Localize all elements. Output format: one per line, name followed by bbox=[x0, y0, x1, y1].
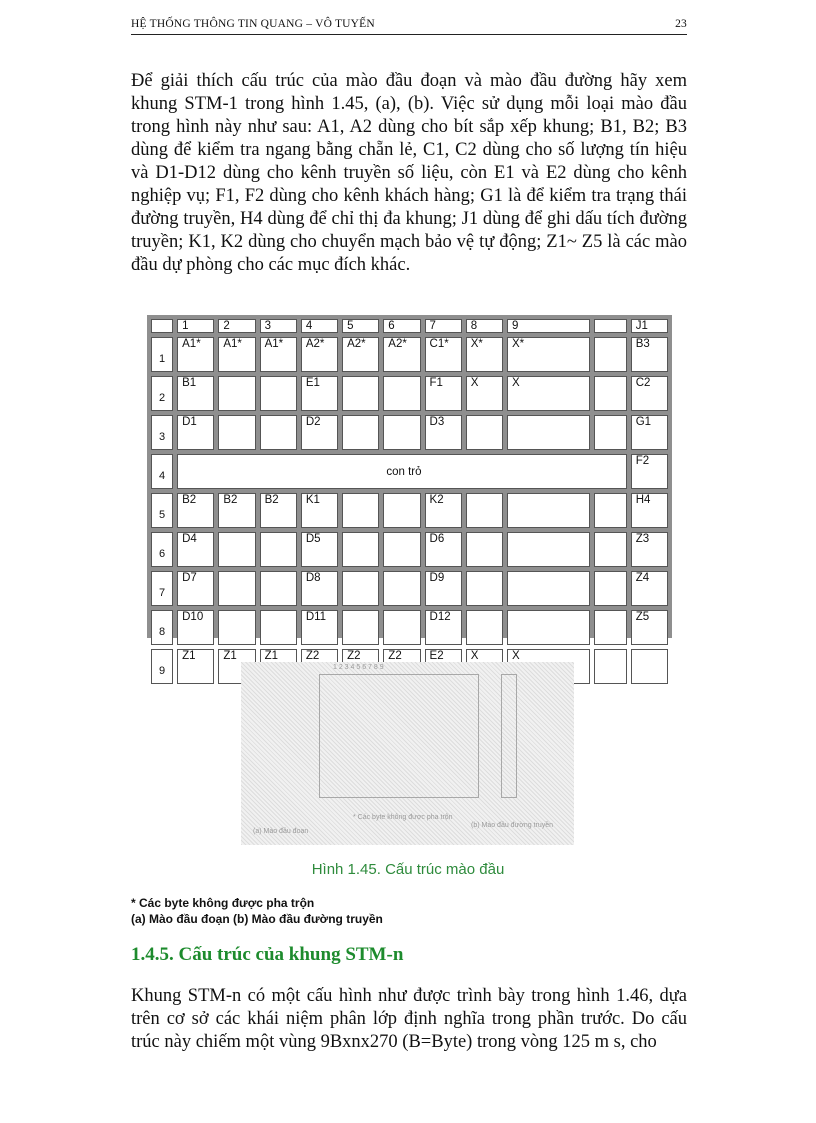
table-cell bbox=[260, 415, 297, 450]
table-cell bbox=[218, 571, 255, 606]
table-cell bbox=[383, 571, 420, 606]
table-cell bbox=[383, 493, 420, 528]
table-cell bbox=[260, 610, 297, 645]
table-cell bbox=[507, 571, 590, 606]
table-cell: 8 bbox=[466, 319, 503, 333]
row-number: 2 bbox=[151, 376, 173, 411]
row-number: 8 bbox=[151, 610, 173, 645]
table-cell bbox=[218, 415, 255, 450]
table-cell bbox=[594, 532, 627, 567]
row-number: 5 bbox=[151, 493, 173, 528]
table-cell: B2 bbox=[177, 493, 214, 528]
table-cell: X bbox=[466, 376, 503, 411]
overhead-table-figure bbox=[147, 315, 672, 677]
table-cell: D3 bbox=[425, 415, 462, 450]
table-cell: Z1 bbox=[218, 649, 255, 684]
table-cell: D8 bbox=[301, 571, 338, 606]
table-cell: B1 bbox=[177, 376, 214, 411]
row-number: 7 bbox=[151, 571, 173, 606]
table-cell bbox=[507, 532, 590, 567]
table-cell bbox=[383, 610, 420, 645]
table-cell bbox=[594, 376, 627, 411]
table-cell bbox=[594, 337, 627, 372]
table-cell bbox=[342, 571, 379, 606]
table-cell: C1* bbox=[425, 337, 462, 372]
table-cell: K1 bbox=[301, 493, 338, 528]
table-row bbox=[151, 610, 668, 645]
table-cell bbox=[218, 610, 255, 645]
table-cell bbox=[151, 319, 173, 333]
table-cell bbox=[342, 376, 379, 411]
table-cell: Z3 bbox=[631, 532, 668, 567]
table-cell: 2 bbox=[218, 319, 255, 333]
table-cell bbox=[383, 532, 420, 567]
table-cell bbox=[260, 376, 297, 411]
table-cell bbox=[342, 610, 379, 645]
table-cell bbox=[594, 493, 627, 528]
table-cell bbox=[260, 532, 297, 567]
table-cell: A1* bbox=[177, 337, 214, 372]
figure-caption: Hình 1.45. Cấu trúc mào đầu bbox=[311, 861, 505, 878]
body-paragraph: Khung STM-n có một cấu hình như được trình bày trong hình 1.46, dựa trên cơ sở các khái niệm phân lớp định nghĩa trong phần trước. Do cấu trúc này chiếm một vùng 9Bxnx270 (B=Byte) trong vòng 125 m s, cho bbox=[131, 986, 687, 1052]
table-cell bbox=[594, 649, 627, 684]
table-cell: E2 bbox=[425, 649, 462, 684]
table-cell bbox=[594, 610, 627, 645]
table-row bbox=[151, 493, 668, 528]
table-cell: D4 bbox=[177, 532, 214, 567]
pointer-cell: con trỏ bbox=[177, 454, 627, 489]
table-cell: X bbox=[507, 649, 590, 684]
page-header bbox=[131, 14, 687, 35]
table-cell: A2* bbox=[301, 337, 338, 372]
table-cell: D6 bbox=[425, 532, 462, 567]
header-title: HỆ THỐNG THÔNG TIN QUANG – VÔ TUYẾN bbox=[131, 18, 375, 30]
table-cell: A2* bbox=[383, 337, 420, 372]
scanned-section-overhead-grid bbox=[319, 674, 479, 798]
table-cell: 6 bbox=[383, 319, 420, 333]
overhead-table bbox=[147, 315, 672, 688]
table-cell bbox=[466, 415, 503, 450]
row-number: 6 bbox=[151, 532, 173, 567]
intro-paragraph: Để giải thích cấu trúc của mào đầu đoạn và mào đầu đường hãy xem khung STM-1 trong hình 1.45, (a), (b). Việc sử dụng mỗi loại mào đầu trong hình này như sau: A1, A2 dùng cho bít sắp xếp khung; B1, B2; B3 dùng để kiểm tra ngang bằng chẵn lẻ, C1, C2 dùng cho số lượng tín hiệu và D1-D12 dùng cho kênh truyền số liệu, còn E1 và E2 dùng cho kênh nghiệp vụ; F1, F2 dùng cho kênh khách hàng; G1 là để kiểm tra trạng thái đường truyền, H4 dùng để chỉ thị đa khung; J1 dùng để ghi dấu tích đường truyền; K1, K2 dùng cho chuyển mạch bảo vệ tự động; Z1~ Z5 là các mào đầu dự phòng cho các mục đích khác. bbox=[131, 71, 687, 275]
table-cell: D9 bbox=[425, 571, 462, 606]
table-row bbox=[151, 571, 668, 606]
table-cell bbox=[466, 610, 503, 645]
table-cell bbox=[594, 415, 627, 450]
table-cell bbox=[594, 571, 627, 606]
table-row bbox=[151, 532, 668, 567]
table-cell: E1 bbox=[301, 376, 338, 411]
row-number: 3 bbox=[151, 415, 173, 450]
table-cell: X* bbox=[507, 337, 590, 372]
table-row bbox=[151, 376, 668, 411]
table-cell: A1* bbox=[260, 337, 297, 372]
row-number: 4 bbox=[151, 454, 173, 489]
scan-label-a: (a) Mào đầu đoạn bbox=[253, 828, 309, 835]
table-cell: 7 bbox=[425, 319, 462, 333]
table-cell: F1 bbox=[425, 376, 462, 411]
scan-label-b: (b) Mào đầu đường truyền bbox=[471, 822, 554, 829]
table-cell: 4 bbox=[301, 319, 338, 333]
table-cell: D5 bbox=[301, 532, 338, 567]
table-cell bbox=[507, 493, 590, 528]
table-cell: X bbox=[466, 649, 503, 684]
table-cell bbox=[383, 376, 420, 411]
table-cell bbox=[466, 571, 503, 606]
table-cell: B3 bbox=[631, 337, 668, 372]
table-cell: 1 bbox=[177, 319, 214, 333]
scan-column-numbers: 1 2 3 4 5 6 7 8 9 bbox=[333, 664, 384, 671]
table-cell: Z2 bbox=[383, 649, 420, 684]
table-cell: D7 bbox=[177, 571, 214, 606]
table-cell: F2 bbox=[631, 454, 668, 489]
table-cell: D12 bbox=[425, 610, 462, 645]
table-cell: 3 bbox=[260, 319, 297, 333]
table-cell: Z1 bbox=[177, 649, 214, 684]
table-cell: D1 bbox=[177, 415, 214, 450]
table-cell: D2 bbox=[301, 415, 338, 450]
table-cell: 9 bbox=[507, 319, 590, 333]
table-row-pointer bbox=[151, 454, 668, 489]
table-cell bbox=[631, 649, 668, 684]
table-cell: B2 bbox=[218, 493, 255, 528]
table-cell bbox=[260, 571, 297, 606]
row-number: 1 bbox=[151, 337, 173, 372]
table-cell: D11 bbox=[301, 610, 338, 645]
table-cell bbox=[342, 532, 379, 567]
table-row bbox=[151, 415, 668, 450]
table-cell bbox=[466, 493, 503, 528]
table-cell: G1 bbox=[631, 415, 668, 450]
table-cell bbox=[342, 493, 379, 528]
figure-note-1: * Các byte không được pha trộn bbox=[131, 896, 315, 910]
table-cell: K2 bbox=[425, 493, 462, 528]
table-row bbox=[151, 337, 668, 372]
table-cell bbox=[594, 319, 627, 333]
table-cell: X* bbox=[466, 337, 503, 372]
table-cell: D10 bbox=[177, 610, 214, 645]
table-cell: H4 bbox=[631, 493, 668, 528]
scanned-path-overhead-column bbox=[501, 674, 517, 798]
table-cell: A1* bbox=[218, 337, 255, 372]
table-header-row bbox=[151, 319, 668, 333]
table-cell: Z1 bbox=[260, 649, 297, 684]
table-cell: 5 bbox=[342, 319, 379, 333]
page-number: 23 bbox=[675, 18, 687, 30]
scan-note: * Các byte không được pha trộn bbox=[353, 814, 453, 821]
table-cell bbox=[383, 415, 420, 450]
table-cell bbox=[507, 415, 590, 450]
row-number: 9 bbox=[151, 649, 173, 684]
table-cell: Z2 bbox=[301, 649, 338, 684]
table-cell: Z5 bbox=[631, 610, 668, 645]
table-cell bbox=[218, 532, 255, 567]
table-cell bbox=[218, 376, 255, 411]
table-cell: Z2 bbox=[342, 649, 379, 684]
section-heading: 1.4.5. Cấu trúc của khung STM-n bbox=[131, 944, 404, 965]
scanned-overhead-figure bbox=[241, 662, 574, 845]
table-cell: Z4 bbox=[631, 571, 668, 606]
table-cell: C2 bbox=[631, 376, 668, 411]
table-cell: X bbox=[507, 376, 590, 411]
table-cell bbox=[507, 610, 590, 645]
table-cell: J1 bbox=[631, 319, 668, 333]
table-cell: A2* bbox=[342, 337, 379, 372]
table-cell bbox=[342, 415, 379, 450]
figure-note-2: (a) Mào đầu đoạn (b) Mào đầu đường truyền bbox=[131, 912, 383, 926]
table-cell bbox=[466, 532, 503, 567]
table-cell: B2 bbox=[260, 493, 297, 528]
